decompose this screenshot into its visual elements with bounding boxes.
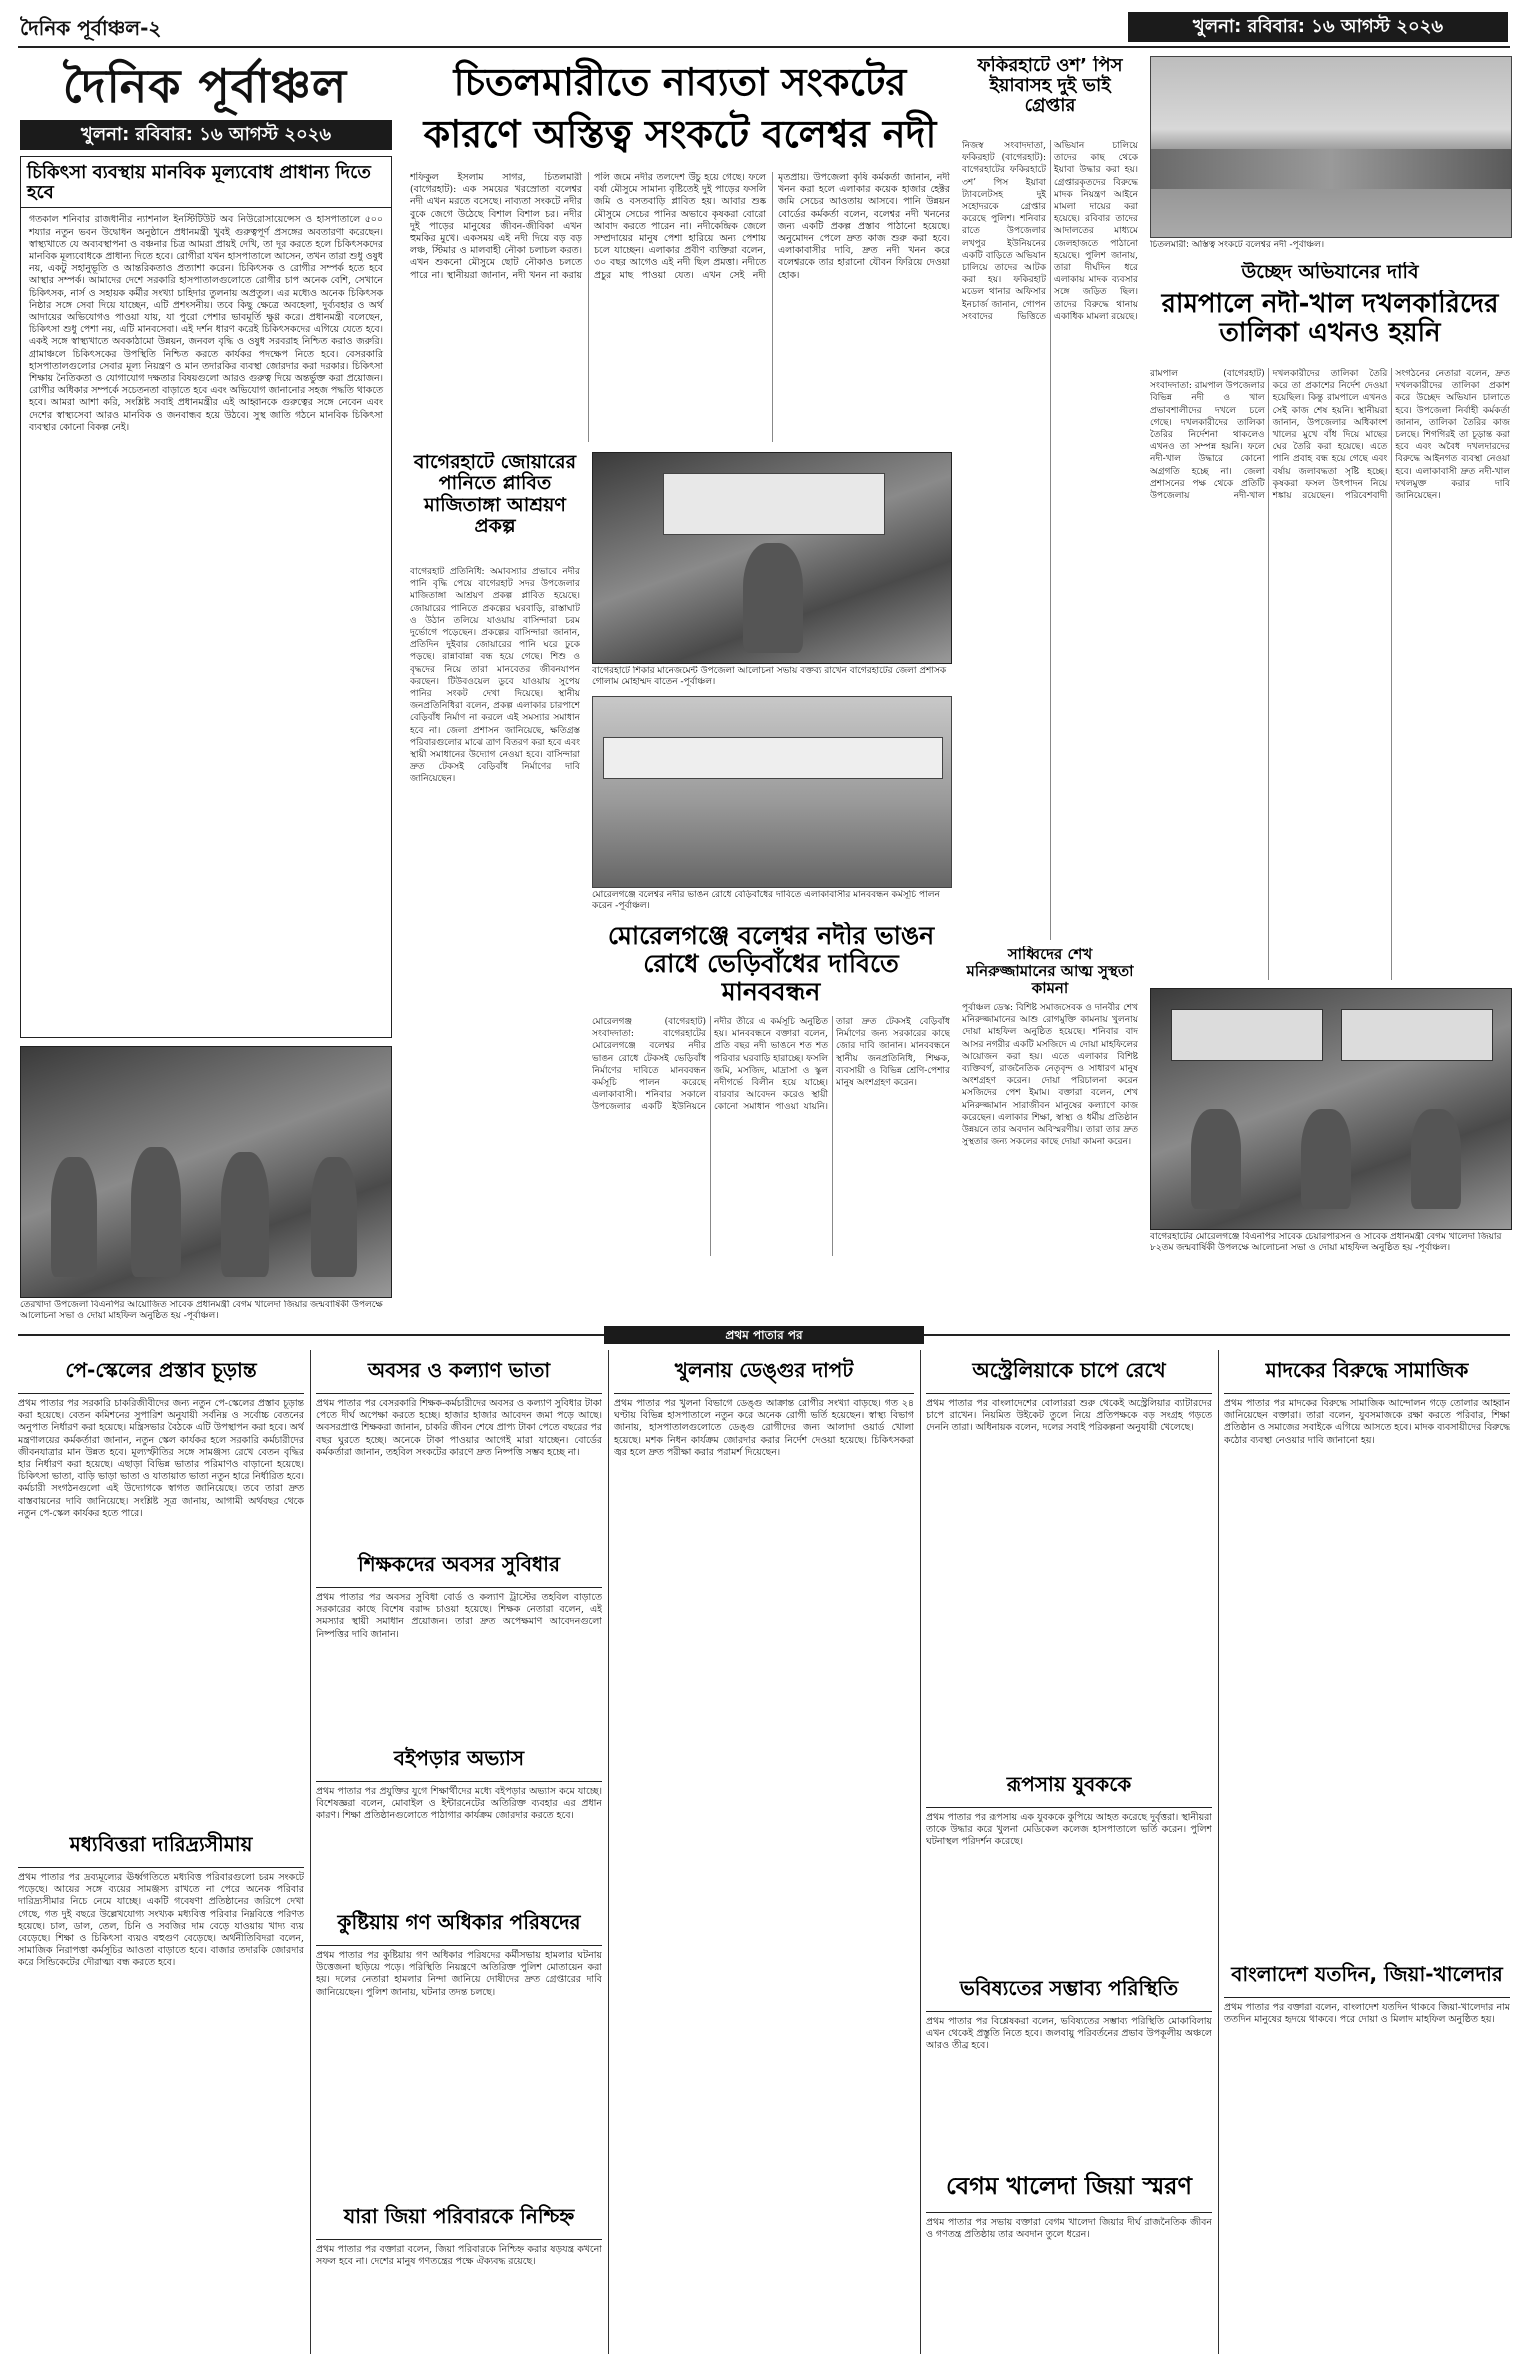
continued-headline-11: ভবিষ্যতের সম্ভাব্য পরিস্থিতি bbox=[926, 1972, 1212, 2012]
continued-body-10: প্রথম পাতার পর রূপসায় এক যুবককে কুপিয়ে আহত করেছে দুর্বৃত্তরা। স্থানীয়রা তাকে উদ্ধার করে খুলনা মেডিকেল কলেজ হাসপাতালে ভর্তি করেন। পুলিশ ঘটনাস্থল পরিদর্শন করেছে। bbox=[926, 1812, 1212, 1848]
river-photo bbox=[1150, 56, 1512, 238]
photo-bagerhat-caption: বাগেরহাটের মোরেলগঞ্জে বিএনপির সাবেক চেয়ারপারসন ও সাবেক প্রধানমন্ত্রী বেগম খালেদা জিয়ার ৮২তম জন্মবার্ষিকী উপলক্ষে আলোচনা সভা ও দোয়া মাহফিল অনুষ্ঠিত হয় -পূর্বাঞ্চল। bbox=[1150, 1232, 1502, 1253]
continued-headline-5: বইপড়ার অভ্যাস bbox=[316, 1742, 602, 1782]
photo-left bbox=[20, 1046, 392, 1298]
continued-col-4 bbox=[926, 1354, 1212, 2354]
editorial-box bbox=[20, 156, 392, 1038]
photo-meeting-caption: বাগেরহাটে শিকার মানেজমেন্ট উপজেলা আলোচনা সভায় বক্তব্য রাখেন বাগেরহাটের জেলা প্রশাসক গোলাম মোহাম্মদ বাতেন -পূর্বাঞ্চল। bbox=[592, 666, 947, 687]
continued-body-13: প্রথম পাতার পর মাদকের বিরুদ্ধে সামাজিক আন্দোলন গড়ে তোলার আহ্বান জানিয়েছেন বক্তারা। তারা বলেন, যুবসমাজকে রক্ষা করতে পরিবার, শিক্ষা প্রতিষ্ঠান ও সমাজের সবাইকে এগিয়ে আসতে হবে। মাদক ব্যবসায়ীদের বিরুদ্ধে কঠোর ব্যবস্থা নেওয়ার দাবি জানানো হয়। bbox=[1224, 1398, 1510, 1446]
continued-body-6: প্রথম পাতার পর কুষ্টিয়ায় গণ অধিকার পরিষদের কর্মীসভায় হামলার ঘটনায় উত্তেজনা ছড়িয়ে পড়ে। পরিস্থিতি নিয়ন্ত্রণে অতিরিক্ত পুলিশ মোতায়েন করা হয়। দলের নেতারা হামলার নিন্দা জানিয়ে দোষীদের দ্রুত গ্রেপ্তারের দাবি জানিয়েছেন। পুলিশ জানায়, ঘটনার তদন্ত চলছে। bbox=[316, 1950, 602, 1998]
continued-body-9: প্রথম পাতার পর বাংলাদেশের বোলাররা শুরু থেকেই অস্ট্রেলিয়ার ব্যাটারদের চাপে রাখেন। নিয়মিত উইকেট তুলে নিয়ে প্রতিপক্ষকে বড় সংগ্রহ গড়তে দেননি তারা। অধিনায়ক বলেন, দলের সবাই পরিকল্পনা অনুযায়ী খেলেছে। bbox=[926, 1398, 1212, 1434]
continued-body-14: প্রথম পাতার পর বক্তারা বলেন, বাংলাদেশ যতদিন থাকবে জিয়া-খালেদার নাম ততদিন মানুষের হৃদয়ে থাকবে। পরে দোয়া ও মিলাদ মাহফিল অনুষ্ঠিত হয়। bbox=[1224, 2002, 1510, 2026]
morelganj-headline: মোরেলগঞ্জে বলেশ্বর নদীর ভাঙন রোধে ভেড়িবাঁধের দাবিতে মানববন্ধন bbox=[607, 922, 935, 1006]
continued-headline-2: মধ্যবিত্তরা দারিদ্র্যসীমায় bbox=[18, 1828, 304, 1868]
river-photo-caption: চিতলমারী: অস্তিত্ব সংকটে বলেশ্বর নদী -পূর্বাঞ্চল। bbox=[1150, 240, 1325, 250]
continued-body-4: প্রথম পাতার পর অবসর সুবিধা বোর্ড ও কল্যাণ ট্রাস্টের তহবিল বাড়াতে সরকারের কাছে বিশেষ বরাদ্দ চাওয়া হয়েছে। শিক্ষক নেতারা বলেন, এই সমস্যার স্থায়ী সমাধান প্রয়োজন। তারা দ্রুত অপেক্ষমাণ আবেদনগুলো নিষ্পত্তির দাবি জানান। bbox=[316, 1592, 602, 1640]
lead-body: শফিকুল ইসলাম সাগর, চিতলমারী (বাগেরহাট): এক সময়ের খরস্রোতা বলেশ্বর নদী এখন মরতে বসেছে। নাব্যতা সংকটে নদীর বুকে জেগে উঠেছে বিশাল বিশাল চর। নদীর দুই পাড়ের মানুষের জীবন-জীবিকা এখন হুমকির মুখে। একসময় এই নদী দিয়ে বড় বড় লঞ্চ, স্টিমার ও মালবাহী নৌকা চলাচল করত। এখন শুকনো মৌসুমে ছোট নৌকাও চলতে পারে না। স্থানীয়রা জানান, নদী খনন না করায় পলি জমে নদীর তলদেশ উঁচু হয়ে গেছে। ফলে বর্ষা মৌসুমে সামান্য বৃষ্টিতেই দুই পাড়ের ফসলি জমি ও বসতবাড়ি প্লাবিত হয়। আবার শুষ্ক মৌসুমে সেচের পানির অভাবে কৃষকরা বোরো আবাদ করতে পারেন না। নদীকেন্দ্রিক জেলে সম্প্রদায়ের মানুষ পেশা হারিয়ে অন্য পেশায় চলে যাচ্ছেন। এলাকার প্রবীণ ব্যক্তিরা বলেন, ৩০ বছর আগেও এই নদী ছিল প্রমত্তা। নদীতে প্রচুর মাছ পাওয়া যেত। এখন সেই নদী মৃতপ্রায়। উপজেলা কৃষি কর্মকর্তা জানান, নদী খনন করা হলে এলাকার কয়েক হাজার হেক্টর জমি সেচের আওতায় আসবে। পানি উন্নয়ন বোর্ডের কর্মকর্তা বলেন, বলেশ্বর নদী খননের জন্য একটি প্রকল্প প্রস্তাব পাঠানো হয়েছে। অনুমোদন পেলে দ্রুত কাজ শুরু করা হবে। এলাকাবাসীর দাবি, দ্রুত নদী খনন করে বলেশ্বরকে তার হারানো যৌবন ফিরিয়ে দেওয়া হোক। bbox=[410, 172, 950, 281]
photo-chain bbox=[592, 696, 952, 888]
continued-headline-6: কুষ্টিয়ায় গণ অধিকার পরিষদের bbox=[316, 1906, 602, 1946]
morelganj-body: মোরেলগঞ্জ (বাগেরহাট) সংবাদদাতা: বাগেরহাটের মোরেলগঞ্জে বলেশ্বর নদীর ভাঙন রোধে টেকসই ভেড়িবাঁধ নির্মাণের দাবিতে মানববন্ধন কর্মসূচি পালন করেছে এলাকাবাসী। শনিবার সকালে উপজেলার একটি ইউনিয়নে নদীর তীরে এ কর্মসূচি অনুষ্ঠিত হয়। মানববন্ধনে বক্তারা বলেন, প্রতি বছর নদী ভাঙনে শত শত পরিবার ঘরবাড়ি হারাচ্ছে। ফসলি জমি, মসজিদ, মাদ্রাসা ও স্কুল নদীগর্ভে বিলীন হয়ে যাচ্ছে। বারবার আবেদন করেও স্থায়ী কোনো সমাধান পাওয়া যায়নি। তারা দ্রুত টেকসই বেড়িবাঁধ নির্মাণের জন্য সরকারের কাছে জোর দাবি জানান। মানববন্ধনে স্থানীয় জনপ্রতিনিধি, শিক্ষক, ব্যবসায়ী ও বিভিন্ন শ্রেণি-পেশার মানুষ অংশগ্রহণ করেন। bbox=[592, 1017, 950, 1113]
fakirhat-headline: ফকিরহাটে ওশ’ পিস ইয়াবাসহ দুই ভাই গ্রেপ্তার bbox=[977, 56, 1123, 117]
rampal-headline: রামপালে নদী-খাল দখলকারিদের তালিকা এখনও হয়নি bbox=[1161, 290, 1499, 349]
continued-headline-13: মাদকের বিরুদ্ধে সামাজিক bbox=[1224, 1354, 1510, 1394]
continued-headline-12: বেগম খালেদা জিয়া স্মরণ bbox=[926, 2166, 1212, 2213]
rampal-kicker: উচ্ছেদ অভিযানের দাবি bbox=[1241, 262, 1419, 283]
top-rule bbox=[18, 46, 1510, 48]
page-tag: দৈনিক পূর্বাঞ্চল-২ bbox=[20, 16, 162, 40]
continued-headline-9: অস্ট্রেলিয়াকে চাপে রেখে bbox=[926, 1354, 1212, 1394]
continued-body-8: প্রথম পাতার পর খুলনা বিভাগে ডেঙ্গু আক্রান্ত রোগীর সংখ্যা বাড়ছে। গত ২৪ ঘণ্টায় বিভিন্ন হাসপাতালে নতুন করে অনেক রোগী ভর্তি হয়েছেন। স্বাস্থ্য বিভাগ জানায়, হাসপাতালগুলোতে ডেঙ্গু রোগীদের জন্য আলাদা ওয়ার্ড খোলা হয়েছে। মশক নিধন কার্যক্রম জোরদার করার নির্দেশ দেওয়া হয়েছে। চিকিৎসকরা জ্বর হলে দ্রুত পরীক্ষা করার পরামর্শ দিয়েছেন। bbox=[614, 1398, 914, 1458]
continued-label: প্রথম পাতার পর bbox=[604, 1326, 924, 1344]
continued-headline-14: বাংলাদেশ যতদিন, জিয়া-খালেদার bbox=[1224, 1958, 1510, 1998]
photo-left-caption: তেরখাদা উপজেলা বিএনপির আয়োজিত সাবেক প্রধানমন্ত্রী বেগম খালেদা জিয়ার জন্মবার্ষিকী উপলক্ষে আলোচনা সভা ও দোয়া মাহফিল অনুষ্ঠিত হয় -পূর্বাঞ্চল। bbox=[20, 1300, 383, 1321]
photo-meeting bbox=[592, 452, 952, 664]
logo: দৈনিক পূর্বাঞ্চল bbox=[62, 59, 348, 113]
continued-headline-10: রূপসায় যুবককে bbox=[926, 1768, 1212, 1808]
sadhvi-body: পূর্বাঞ্চল ডেস্ক: বিশিষ্ট সমাজসেবক ও দানবীর শেখ মনিরুজ্জামানের আশু রোগমুক্তি কামনায় খুলনায় দোয়া মাহফিল অনুষ্ঠিত হয়েছে। শনিবার বাদ আসর নগরীর একটি মসজিদে এ দোয়া মাহফিলের আয়োজন করা হয়। এতে এলাকার বিশিষ্ট ব্যক্তিবর্গ, রাজনৈতিক নেতৃবৃন্দ ও সাধারণ মানুষ অংশগ্রহণ করেন। দোয়া পরিচালনা করেন মসজিদের পেশ ইমাম। বক্তারা বলেন, শেখ মনিরুজ্জামান সারাজীবন মানুষের কল্যাণে কাজ করেছেন। এলাকার শিক্ষা, স্বাস্থ্য ও ধর্মীয় প্রতিষ্ঠান উন্নয়নে তার অবদান অবিস্মরণীয়। তারা তার দ্রুত সুস্থতার জন্য সকলের কাছে দোয়া কামনা করেন। bbox=[962, 1003, 1138, 1148]
continued-body-5: প্রথম পাতার পর প্রযুক্তির যুগে শিক্ষার্থীদের মধ্যে বইপড়ার অভ্যাস কমে যাচ্ছে। বিশেষজ্ঞরা বলেন, মোবাইল ও ইন্টারনেটের অতিরিক্ত ব্যবহার এর প্রধান কারণ। শিক্ষা প্রতিষ্ঠানগুলোতে পাঠাগার কার্যক্রম জোরদার করতে হবে। bbox=[316, 1786, 602, 1822]
dateline-right: খুলনা: রবিবার: ১৬ আগস্ট ২০২৬ bbox=[1128, 12, 1508, 42]
photo-chain-caption: মোরেলগঞ্জে বলেশ্বর নদীর ভাঙন রোধে বেড়িবাঁধের দাবিতে এলাকাবাসীর মানববন্ধন কর্মসূচি পালন করেন -পূর্বাঞ্চল। bbox=[592, 890, 940, 911]
continued-body-12: প্রথম পাতার পর সভায় বক্তারা বেগম খালেদা জিয়ার দীর্ঘ রাজনৈতিক জীবন ও গণতন্ত্র প্রতিষ্ঠায় তার অবদান তুলে ধরেন। bbox=[926, 2217, 1212, 2241]
continued-body-2: প্রথম পাতার পর দ্রব্যমূল্যের ঊর্ধ্বগতিতে মধ্যবিত্ত পরিবারগুলো চরম সংকটে পড়েছে। আয়ের সঙ্গে ব্যয়ের সামঞ্জস্য রাখতে না পেরে অনেক পরিবার দারিদ্র্যসীমার নিচে নেমে যাচ্ছে। একটি গবেষণা প্রতিষ্ঠানের জরিপে দেখা গেছে, গত দুই বছরে উল্লেখযোগ্য সংখ্যক মধ্যবিত্ত পরিবার নিম্নবিত্তে পরিণত হয়েছে। চাল, ডাল, তেল, চিনি ও সবজির দাম বেড়ে যাওয়ায় খাদ্য ব্যয় বেড়েছে। শিক্ষা ও চিকিৎসা ব্যয়ও বহুগুণ বেড়েছে। অর্থনীতিবিদরা বলেন, সামাজিক নিরাপত্তা কর্মসূচির আওতা বাড়াতে হবে। বাজার তদারকি জোরদার করে সিন্ডিকেটের দৌরাত্ম্য বন্ধ করতে হবে। bbox=[18, 1872, 304, 1969]
tidal-headline: বাগেরহাটে জোয়ারের পানিতে প্লাবিত মাজিতাঙ্গা আশ্রয়ণ প্রকল্প bbox=[413, 452, 577, 537]
editorial-headline: চিকিৎসা ব্যবস্থায় মানবিক মূল্যবোধ প্রাধান্য দিতে হবে bbox=[21, 157, 391, 208]
continued-body-7: প্রথম পাতার পর বক্তারা বলেন, জিয়া পরিবারকে নিশ্চিহ্ন করার ষড়যন্ত্র কখনো সফল হবে না। দেশের মানুষ গণতন্ত্রের পক্ষে ঐক্যবদ্ধ রয়েছে। bbox=[316, 2244, 602, 2268]
editorial-body: গতকাল শনিবার রাজধানীর ন্যাশনাল ইনস্টিটিউট অব নিউরোসায়েন্সেস ও হাসপাতালে ৫০০ শয্যার নতুন ভবন উদ্বোধন অনুষ্ঠানে প্রধানমন্ত্রী খুবই গুরুত্বপূর্ণ প্রসঙ্গের অবতারণা করেছেন। স্বাস্থ্যখাতে যে অব্যবস্থাপনা ও বঞ্চনার চিত্র আমরা প্রায়ই দেখি, তা দূর করতে হলে চিকিৎসকদের মানবিক মূল্যবোধকে প্রাধান্য দিতে হবে। রোগীরা যখন হাসপাতালে আসেন, তখন তারা শুধু ওষুধ নয়, একটু সহানুভূতি ও আন্তরিকতাও প্রত্যাশা করেন। চিকিৎসক ও রোগীর সম্পর্ক হতে হবে আস্থার সম্পর্ক। আমাদের দেশে সরকারি হাসপাতালগুলোতে রোগীর চাপ অনেক বেশি, সেখানে চিকিৎসক, নার্স ও সহায়ক কর্মীর সংখ্যা চাহিদার তুলনায় অপ্রতুল। এর মধ্যেও অনেক চিকিৎসক নিষ্ঠার সঙ্গে সেবা দিয়ে যাচ্ছেন, এটি প্রশংসনীয়। তবে কিছু ক্ষেত্রে অবহেলা, দুর্ব্যবহার ও অর্থ আদায়ের অভিযোগও পাওয়া যায়, যা পুরো পেশার ভাবমূর্তি ক্ষুণ্ণ করে। প্রধানমন্ত্রী বলেছেন, চিকিৎসা শুধু পেশা নয়, এটি মানবসেবা। এই দর্শন ধারণ করেই চিকিৎসকদের এগিয়ে যেতে হবে। একই সঙ্গে স্বাস্থ্যখাতে অবকাঠামো উন্নয়ন, জনবল বৃদ্ধি ও ওষুধ সরবরাহ নিশ্চিত করাও জরুরি। গ্রামাঞ্চলে চিকিৎসকের উপস্থিতি নিশ্চিত করতে কার্যকর পদক্ষেপ নিতে হবে। বেসরকারি হাসপাতালগুলোর সেবার মূল্য নিয়ন্ত্রণ ও মান তদারকির ব্যবস্থা জোরদার করা দরকার। চিকিৎসা শিক্ষায় নৈতিকতা ও যোগাযোগ দক্ষতার বিষয়গুলো আরও গুরুত্ব দিয়ে অন্তর্ভুক্ত করা প্রয়োজন। রোগীর অধিকার সম্পর্কে সচেতনতা বাড়াতে হবে এবং অভিযোগ জানানোর সহজ পদ্ধতি থাকতে হবে। আমরা আশা করি, সংশ্লিষ্ট সবাই প্রধানমন্ত্রীর এই আহ্বানকে গুরুত্বের সঙ্গে নেবেন এবং দেশের স্বাস্থ্যসেবা আরও মানবিক ও জনবান্ধব হয়ে উঠবে। সুস্থ জাতি গঠনে মানবিক চিকিৎসা ব্যবস্থার কোনো বিকল্প নেই। bbox=[29, 214, 383, 433]
continued-body-1: প্রথম পাতার পর সরকারি চাকরিজীবীদের জন্য নতুন পে-স্কেলের প্রস্তাব চূড়ান্ত করা হয়েছে। বেতন কমিশনের সুপারিশ অনুযায়ী সর্বনিম্ন ও সর্বোচ্চ বেতনের অনুপাত নির্ধারণ করা হয়েছে। মন্ত্রিসভার বৈঠকে এটি উপস্থাপন করা হবে। অর্থ মন্ত্রণালয়ের কর্মকর্তারা জানান, নতুন স্কেল কার্যকর হলে সরকারি কর্মচারীদের জীবনযাত্রার মান উন্নত হবে। মূল্যস্ফীতির সঙ্গে সামঞ্জস্য রেখে বেতন বৃদ্ধির হার নির্ধারণ করা হয়েছে। এছাড়া বিভিন্ন ভাতার পরিমাণও বাড়ানো হয়েছে। চিকিৎসা ভাতা, বাড়ি ভাড়া ভাতা ও যাতায়াত ভাতা নতুন হারে নির্ধারিত হবে। কর্মচারী সংগঠনগুলো এই উদ্যোগকে স্বাগত জানিয়েছে। তবে তারা দ্রুত বাস্তবায়নের দাবি জানিয়েছে। সংশ্লিষ্ট সূত্র জানায়, আগামী অর্থবছর থেকে নতুন পে-স্কেল কার্যকর হতে পারে। bbox=[18, 1398, 304, 1519]
continued-col-3 bbox=[614, 1354, 914, 2354]
fakirhat-body: নিজস্ব সংবাদদাতা, ফকিরহাট (বাগেরহাট): বাগেরহাটের ফকিরহাটে ৩শ’ পিস ইয়াবা ট্যাবলেটসহ দুই সহোদরকে গ্রেপ্তার করেছে পুলিশ। শনিবার রাতে উপজেলার লখপুর ইউনিয়নের একটি বাড়িতে অভিযান চালিয়ে তাদের আটক করা হয়। ফকিরহাট মডেল থানার অফিসার ইনচার্জ জানান, গোপন সংবাদের ভিত্তিতে অভিযান চালিয়ে তাদের কাছ থেকে ইয়াবা উদ্ধার করা হয়। গ্রেপ্তারকৃতদের বিরুদ্ধে মাদক নিয়ন্ত্রণ আইনে মামলা দায়ের করা হয়েছে। রবিবার তাদের আদালতের মাধ্যমে জেলহাজতে পাঠানো হয়েছে। পুলিশ জানায়, তারা দীর্ঘদিন ধরে এলাকায় মাদক ব্যবসার সঙ্গে জড়িত ছিল। তাদের বিরুদ্ধে থানায় একাধিক মামলা রয়েছে। bbox=[962, 141, 1138, 322]
lead-headline: চিতলমারীতে নাব্যতা সংকটের কারণে অস্তিত্ব সংকটে বলেশ্বর নদী bbox=[423, 60, 937, 156]
continued-body-3: প্রথম পাতার পর বেসরকারি শিক্ষক-কর্মচারীদের অবসর ও কল্যাণ সুবিধার টাকা পেতে দীর্ঘ অপেক্ষা করতে হচ্ছে। হাজার হাজার আবেদন জমা পড়ে আছে। অবসরপ্রাপ্ত শিক্ষকরা জানান, চাকরি জীবন শেষে প্রাপ্য টাকা পেতে বছরের পর বছর ঘুরতে হচ্ছে। অনেকে টাকা পাওয়ার আগেই মারা যাচ্ছেন। বোর্ডের কর্মকর্তারা জানান, তহবিল সংকটের কারণে দ্রুত নিষ্পত্তি সম্ভব হচ্ছে না। bbox=[316, 1398, 602, 1458]
continued-col-2 bbox=[316, 1354, 602, 2354]
continued-headline-8: খুলনায় ডেঙ্গুর দাপট bbox=[614, 1354, 914, 1394]
continued-headline-1: পে-স্কেলের প্রস্তাব চূড়ান্ত bbox=[18, 1354, 304, 1394]
sadhvi-headline: সাধ্বিদের শেখ মনিরুজ্জামানের আত্ম সুস্থতা কামনা bbox=[966, 946, 1134, 997]
photo-bagerhat bbox=[1150, 988, 1512, 1230]
continued-col-5 bbox=[1224, 1354, 1510, 2354]
continued-body-11: প্রথম পাতার পর বিশ্লেষকরা বলেন, ভবিষ্যতের সম্ভাব্য পরিস্থিতি মোকাবিলায় এখন থেকেই প্রস্তুতি নিতে হবে। জলবায়ু পরিবর্তনের প্রভাব উপকূলীয় অঞ্চলে আরও তীব্র হবে। bbox=[926, 2016, 1212, 2052]
rampal-body: রামপাল (বাগেরহাট) সংবাদদাতা: রামপাল উপজেলার বিভিন্ন নদী ও খাল প্রভাবশালীদের দখলে চলে গেছে। দখলকারীদের তালিকা তৈরির নির্দেশনা থাকলেও এখনও তা সম্পন্ন হয়নি। ফলে নদী-খাল উদ্ধারে কোনো অগ্রগতি হচ্ছে না। জেলা প্রশাসনের পক্ষ থেকে প্রতিটি উপজেলায় নদী-খাল দখলকারীদের তালিকা তৈরি করে তা প্রকাশের নির্দেশ দেওয়া হয়েছিল। কিন্তু রামপালে এখনও সেই কাজ শেষ হয়নি। স্থানীয়রা জানান, উপজেলার অধিকাংশ খালের মুখে বাঁধ দিয়ে মাছের ঘের তৈরি করা হয়েছে। এতে পানি প্রবাহ বন্ধ হয়ে গেছে এবং বর্ষায় জলাবদ্ধতা সৃষ্টি হচ্ছে। কৃষকরা ফসল উৎপাদন নিয়ে শঙ্কায় রয়েছেন। পরিবেশবাদী সংগঠনের নেতারা বলেন, দ্রুত দখলকারীদের তালিকা প্রকাশ করে উচ্ছেদ অভিযান চালাতে হবে। উপজেলা নির্বাহী কর্মকর্তা জানান, তালিকা তৈরির কাজ চলছে। শিগগিরই তা চূড়ান্ত করা হবে এবং অবৈধ দখলদারদের বিরুদ্ধে আইনগত ব্যবস্থা নেওয়া হবে। এলাকাবাসী দ্রুত নদী-খাল দখলমুক্ত করার দাবি জানিয়েছেন। bbox=[1150, 369, 1510, 502]
tidal-body: বাগেরহাট প্রতিনিধি: অমাবস্যার প্রভাবে নদীর পানি বৃদ্ধি পেয়ে বাগেরহাট সদর উপজেলার মাজিতাঙ্গা আশ্রয়ণ প্রকল্প প্লাবিত হয়েছে। জোয়ারের পানিতে প্রকল্পের ঘরবাড়ি, রাস্তাঘাট ও উঠান তলিয়ে যাওয়ায় বাসিন্দারা চরম দুর্ভোগে পড়েছেন। প্রকল্পের বাসিন্দারা জানান, প্রতিদিন দুইবার জোয়ারের পানি ঘরে ঢুকে পড়ছে। রান্নাবান্না বন্ধ হয়ে গেছে। শিশু ও বৃদ্ধদের নিয়ে তারা মানবেতর জীবনযাপন করছেন। টিউবওয়েল ডুবে যাওয়ায় সুপেয় পানির সংকট দেখা দিয়েছে। স্থানীয় জনপ্রতিনিধিরা বলেন, প্রকল্প এলাকার চারপাশে বেড়িবাঁধ নির্মাণ না করলে এই সমস্যার সমাধান হবে না। জেলা প্রশাসন জানিয়েছে, ক্ষতিগ্রস্ত পরিবারগুলোর মাঝে ত্রাণ বিতরণ করা হবে এবং স্থায়ী সমাধানের উদ্যোগ নেওয়া হবে। বাসিন্দারা দ্রুত টেকসই বেড়িবাঁধ নির্মাণের দাবি জানিয়েছেন। bbox=[410, 567, 580, 785]
continued-headline-7: যারা জিয়া পরিবারকে নিশ্চিহ্ন bbox=[316, 2200, 602, 2240]
continued-col-1 bbox=[18, 1354, 304, 2354]
continued-headline-4: শিক্ষকদের অবসর সুবিধার bbox=[316, 1548, 602, 1588]
logo-dateline: খুলনা: রবিবার: ১৬ আগস্ট ২০২৬ bbox=[20, 120, 392, 150]
continued-headline-3: অবসর ও কল্যাণ ভাতা bbox=[316, 1354, 602, 1394]
